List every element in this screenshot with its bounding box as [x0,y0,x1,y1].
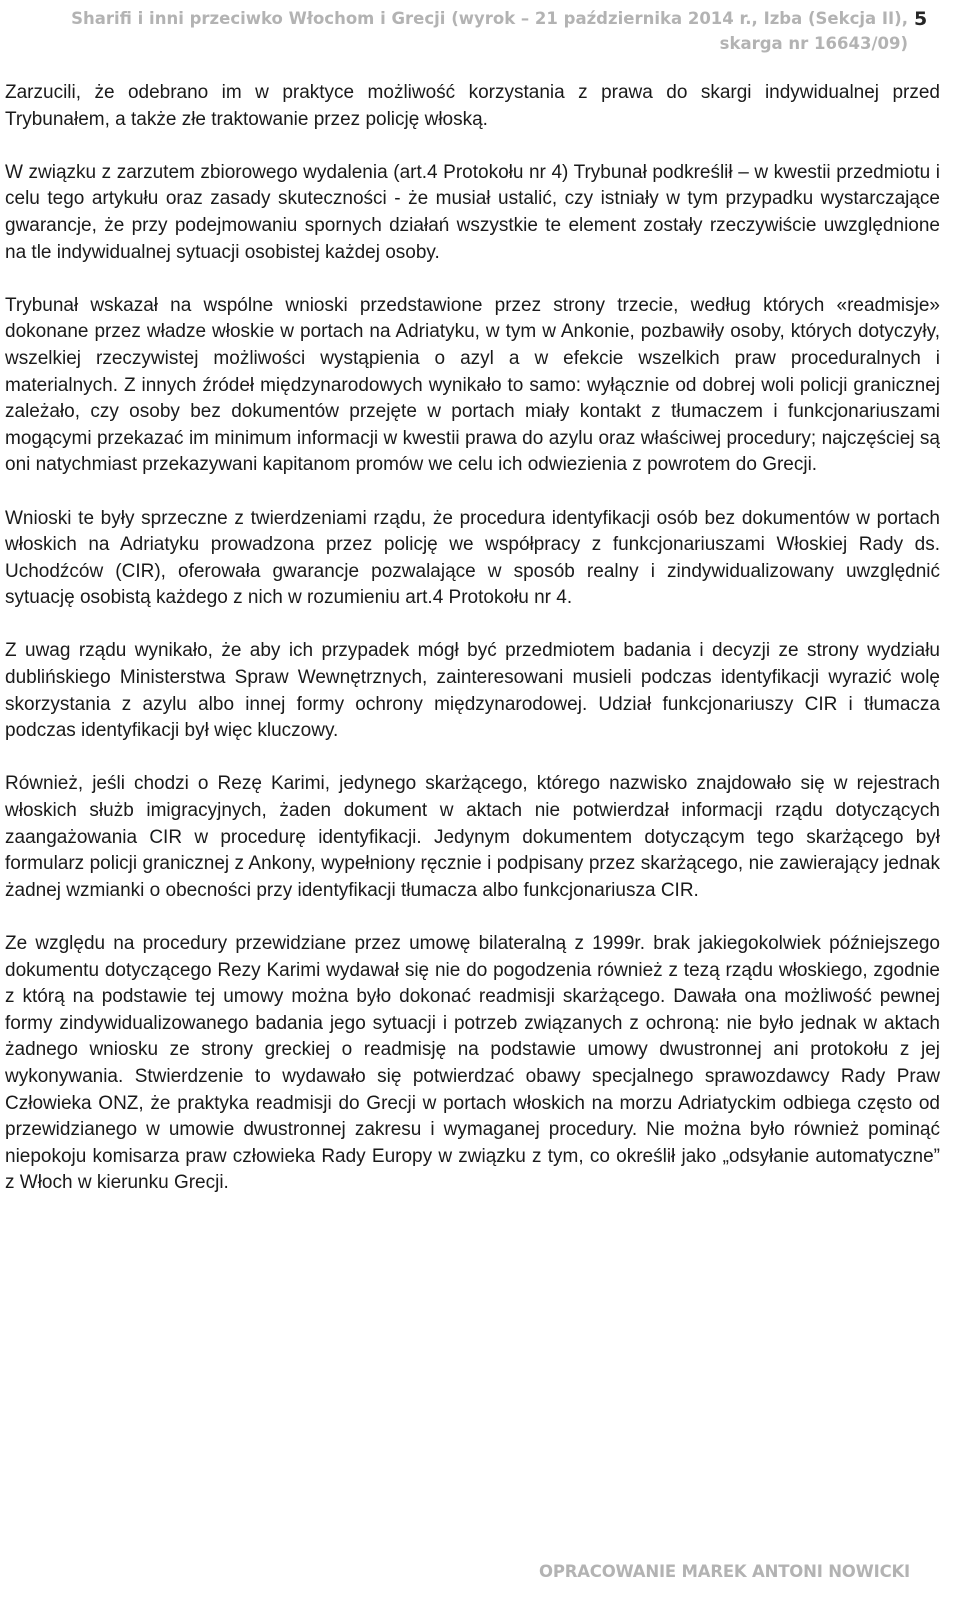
header-title-line1: Sharifi i inni przeciwko Włochom i Grecji (wyrok – 21 października 2014 r., Izba (Sekcja II), [71,9,908,28]
paragraph: Zarzucili, że odebrano im w praktyce możliwość korzystania z prawa do skargi indywidualnej przed Trybunałem, a także złe traktowanie przez policję włoską. [5,82,940,130]
paragraph: Trybunał wskazał na wspólne wnioski przedstawione przez strony trzecie, według których «readmisje» dokonane przez władze włoskie w portach na Adriatyku, w tym w Ankonie, pozbawiły osoby, których dotyczyły, wszelkiej rzeczywistej możliwości wystąpienia o azyl a w efekcie wszelkich praw proceduralnych i materialnych. Z innych źródeł międzynarodowych wynikało to samo: wyłącznie od dobrej woli policji granicznej zależało, czy osoby bez dokumentów przejęte w portach miały kontakt z tłumaczem i funkcjonariuszami mogącymi przekazać im minimum informacji w kwestii prawa do azylu oraz właściwej procedury; najczęściej są oni natychmiast przekazywani kapitanom promów we celu ich odwiezienia z powrotem do Grecji. [5,294,940,476]
page-footer: OPRACOWANIE MAREK ANTONI NOWICKI [539,1562,910,1581]
paragraph: Również, jeśli chodzi o Rezę Karimi, jedynego skarżącego, którego nazwisko znajdowało się w rejestrach włoskich służb imigracyjnych, żaden dokument w aktach nie potwierdzał informacji rządu dotyczących zaangażowania CIR w procedurę identyfikacji. Jedynym dokumentem dotyczącym tego skarżącego był formularz policji granicznej z Ankony, wypełniony ręcznie i podpisany przez skarżącego, nie zawierający jednak żadnej wzmianki o obecności przy identyfikacji tłumacza albo funkcjonariusza CIR. [5,773,940,901]
paragraph: Z uwag rządu wynikało, że aby ich przypadek mógł być przedmiotem badania i decyzji ze strony wydziału dublińskiego Ministerstwa Spraw Wewnętrznych, zainteresowani musieli podczas identyfikacji wyrazić wolę skorzystania z azylu albo innej formy ochrony międzynarodowej. Udział funkcjonariuszy CIR i tłumacza podczas identyfikacji był więc kluczowy. [5,640,940,742]
paragraph: Wnioski te były sprzeczne z twierdzeniami rządu, że procedura identyfikacji osób bez dokumentów w portach włoskich na Adriatyku prowadzona przez policję we współpracy z funkcjonariuszami Włoskiej Rady ds. Uchodźców (CIR), oferowała gwarancje pozwalające w sposób realny i zindywidualizowany uwzględnić sytuację osobistą każdego z nich w rozumieniu art.4 Protokołu nr 4. [5,507,940,609]
document-body [5,80,940,1224]
page-number: 5 [914,8,928,30]
running-header [28,6,908,56]
header-title-line2: skarga nr 16643/09) [719,34,908,53]
paragraph: Ze względu na procedury przewidziane przez umowę bilateralną z 1999r. brak jakiegokolwiek późniejszego dokumentu dotyczącego Rezy Karimi wydawał się nie do pogodzenia również z tezą rządu włoskiego, zgodnie z którą na podstawie tej umowy można było dokonać readmisji skarżącego. Dawała ona możliwość pewnej formy zindywidualizowanego badania jego sytuacji i potrzeb związanych z ochroną: nie było jednak w aktach żadnego wniosku ze strony greckiej o readmisję na podstawie umowy dwustronnej ani protokołu z jej wykonywania. Stwierdzenie to wydawało się potwierdzać obawy specjalnego sprawozdawcy Rady Praw Człowieka ONZ, że praktyka readmisji do Grecji w portach włoskich na morzu Adriatyckim odbiega często od przewidzianego w umowie dwustronnej zakresu i wymaganej procedury. Nie można było również pominąć niepokoju komisarza praw człowieka Rady Europy w związku z tym, co określił jako „odsyłanie automatyczne” z Włoch w kierunku Grecji. [5,933,940,1194]
paragraph: W związku z zarzutem zbiorowego wydalenia (art.4 Protokołu nr 4) Trybunał podkreślił – w kwestii przedmiotu i celu tego artykułu oraz zasady skuteczności - że musiał ustalić, czy istniały w tym przypadku wystarczające gwarancje, że przy podejmowaniu spornych działań wszystkie te element zostały rzeczywiście uwzględnione na tle indywidualnej sytuacji osobistej każdej osoby. [5,161,940,263]
